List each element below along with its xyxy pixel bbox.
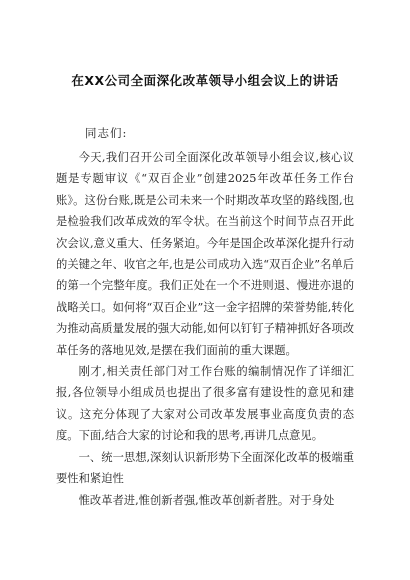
section-heading-one: 一、统一思想,深刻认识新形势下全面深化改革的极端重要性和紧迫性 [56, 450, 354, 486]
paragraph-opening: 今天,我们召开公司全面深化改革领导小组会议,核心议题是专题审议《“双百企业”创建2025年改革任务工作台账》。这份台账,既是公司未来一个时期改革攻坚的路线图,也是检验我们改革成效的军令状。在当前这个时间节点召开此次会议,意义重大、任务紧迫。今年是国企改革深化提升行动的关键之年、收官之年,也是公司成功入选“双百企业”名单后的第一个完整年度。我们正处在一个不进则退、慢进亦退的战略关口。如何将“双百企业”这一金字招牌的荣誉势能,转化为推动高质量发展的强大动能,如何以钉钉子精神抓好各项改革任务的落地见效,是摆在我们面前的重大课题。 [56, 151, 354, 357]
paragraph-review: 刚才,相关责任部门对工作台账的编制情况作了详细汇报,各位领导小组成员也提出了很多富有建设性的意见和建议。这充分体现了大家对公司改革发展事业高度负责的态度。下面,结合大家的讨论和我的思考,再讲几点意见。 [56, 365, 354, 443]
document-body [56, 147, 354, 511]
paragraph-section-one-start: 惟改革者进,惟创新者强,惟改革创新者胜。对于身处 [78, 493, 335, 507]
document-title: 在XX公司全面深化改革领导小组会议上的讲话 [71, 73, 339, 88]
salutation: 同志们: [85, 126, 128, 140]
